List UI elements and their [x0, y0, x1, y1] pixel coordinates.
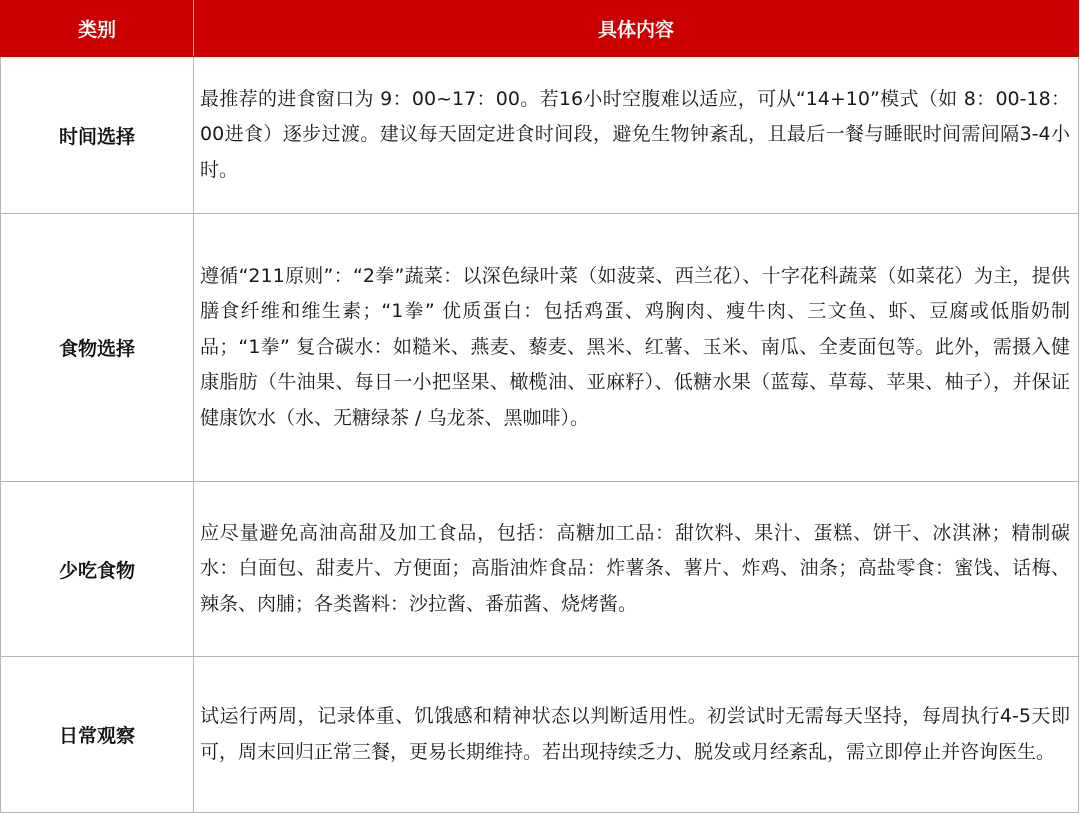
header-category: 类别 — [1, 1, 194, 57]
row-category: 日常观察 — [1, 657, 194, 813]
row-content: 遵循“211原则”：“2拳”蔬菜：以深色绿叶菜（如菠菜、西兰花）、十字花科蔬菜（如菜花）为主，提供膳食纤维和维生素；“1拳” 优质蛋白：包括鸡蛋、鸡胸肉、瘦牛肉、三文鱼、虾、豆腐或低脂奶制品；“1拳” 复合碳水：如糙米、燕麦、藜麦、黑米、红薯、玉米、南瓜、全麦面包等。此外，需摄入健康脂肪（牛油果、每日一小把坚果、橄榄油、亚麻籽）、低糖水果（蓝莓、草莓、苹果、柚子），并保证健康饮水（水、无糖绿茶 / 乌龙茶、黑咖啡）。 — [194, 214, 1079, 482]
table-header-row — [1, 1, 1079, 57]
row-content: 最推荐的进食窗口为 9：00~17：00。若16小时空腹难以适应，可从“14+10”模式（如 8：00-18：00进食）逐步过渡。建议每天固定进食时间段，避免生物钟紊乱，且最后一餐与睡眠时间需间隔3-4小时。 — [194, 57, 1079, 214]
row-content: 应尽量避免高油高甜及加工食品，包括：高糖加工品：甜饮料、果汁、蛋糕、饼干、冰淇淋；精制碳水：白面包、甜麦片、方便面；高脂油炸食品：炸薯条、薯片、炸鸡、油条；高盐零食：蜜饯、话梅、辣条、肉脯；各类酱料：沙拉酱、番茄酱、烧烤酱。 — [194, 482, 1079, 657]
row-content: 试运行两周，记录体重、饥饿感和精神状态以判断适用性。初尝试时无需每天坚持，每周执行4-5天即可，周末回归正常三餐，更易长期维持。若出现持续乏力、脱发或月经紊乱，需立即停止并咨询医生。 — [194, 657, 1079, 813]
table-row — [1, 57, 1079, 214]
table-row — [1, 482, 1079, 657]
table-row — [1, 657, 1079, 813]
header-content: 具体内容 — [194, 1, 1079, 57]
row-category: 时间选择 — [1, 57, 194, 214]
row-category: 食物选择 — [1, 214, 194, 482]
row-category: 少吃食物 — [1, 482, 194, 657]
table-row — [1, 214, 1079, 482]
